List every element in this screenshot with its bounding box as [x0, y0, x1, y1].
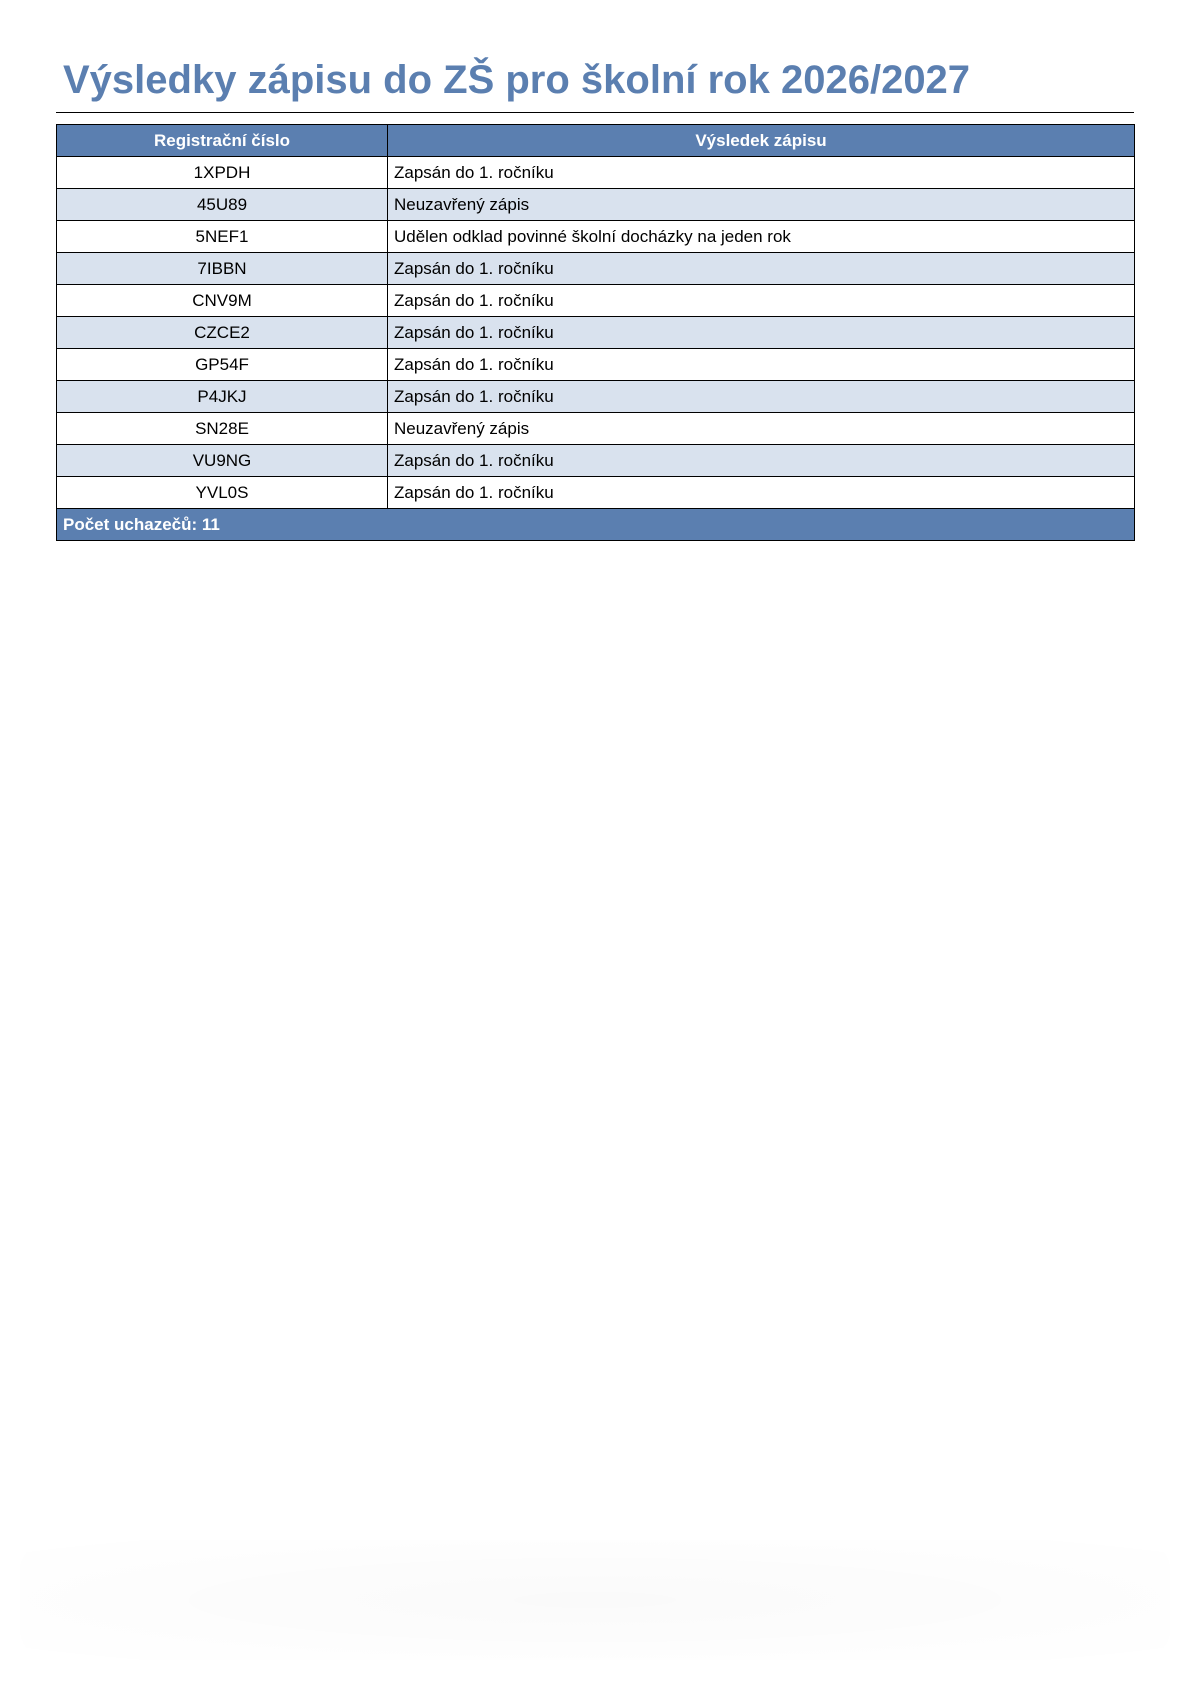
table-row — [57, 381, 1135, 413]
column-header-registration-number: Registrační číslo — [57, 125, 388, 157]
table-row — [57, 413, 1135, 445]
registration-number-cell: GP54F — [57, 349, 388, 381]
table-row — [57, 285, 1135, 317]
registration-number-cell: 45U89 — [57, 189, 388, 221]
table-header-row — [57, 125, 1135, 157]
table-row — [57, 445, 1135, 477]
title-divider — [56, 112, 1134, 113]
registration-number-cell: CZCE2 — [57, 317, 388, 349]
registration-number-cell: CNV9M — [57, 285, 388, 317]
registration-number-cell: P4JKJ — [57, 381, 388, 413]
table-row — [57, 221, 1135, 253]
registration-number-cell: YVL0S — [57, 477, 388, 509]
registration-number-cell: 5NEF1 — [57, 221, 388, 253]
table-row — [57, 477, 1135, 509]
page-shadow — [20, 1540, 1170, 1660]
table-row — [57, 157, 1135, 189]
page-title: Výsledky zápisu do ZŠ pro školní rok 2026/2027 — [63, 58, 971, 102]
result-cell: Zapsán do 1. ročníku — [388, 253, 1135, 285]
result-cell: Zapsán do 1. ročníku — [388, 445, 1135, 477]
result-cell: Zapsán do 1. ročníku — [388, 157, 1135, 189]
registration-number-cell: SN28E — [57, 413, 388, 445]
results-table — [56, 124, 1135, 541]
result-cell: Neuzavřený zápis — [388, 189, 1135, 221]
result-cell: Neuzavřený zápis — [388, 413, 1135, 445]
table-row — [57, 317, 1135, 349]
result-cell: Zapsán do 1. ročníku — [388, 349, 1135, 381]
result-cell: Zapsán do 1. ročníku — [388, 381, 1135, 413]
result-cell: Zapsán do 1. ročníku — [388, 317, 1135, 349]
result-cell: Zapsán do 1. ročníku — [388, 477, 1135, 509]
table-row — [57, 349, 1135, 381]
table-footer-row — [57, 509, 1135, 541]
result-cell: Udělen odklad povinné školní docházky na jeden rok — [388, 221, 1135, 253]
table-row — [57, 189, 1135, 221]
applicant-count: Počet uchazečů: 11 — [57, 509, 1135, 541]
registration-number-cell: VU9NG — [57, 445, 388, 477]
column-header-result: Výsledek zápisu — [388, 125, 1135, 157]
registration-number-cell: 1XPDH — [57, 157, 388, 189]
table-row — [57, 253, 1135, 285]
result-cell: Zapsán do 1. ročníku — [388, 285, 1135, 317]
registration-number-cell: 7IBBN — [57, 253, 388, 285]
